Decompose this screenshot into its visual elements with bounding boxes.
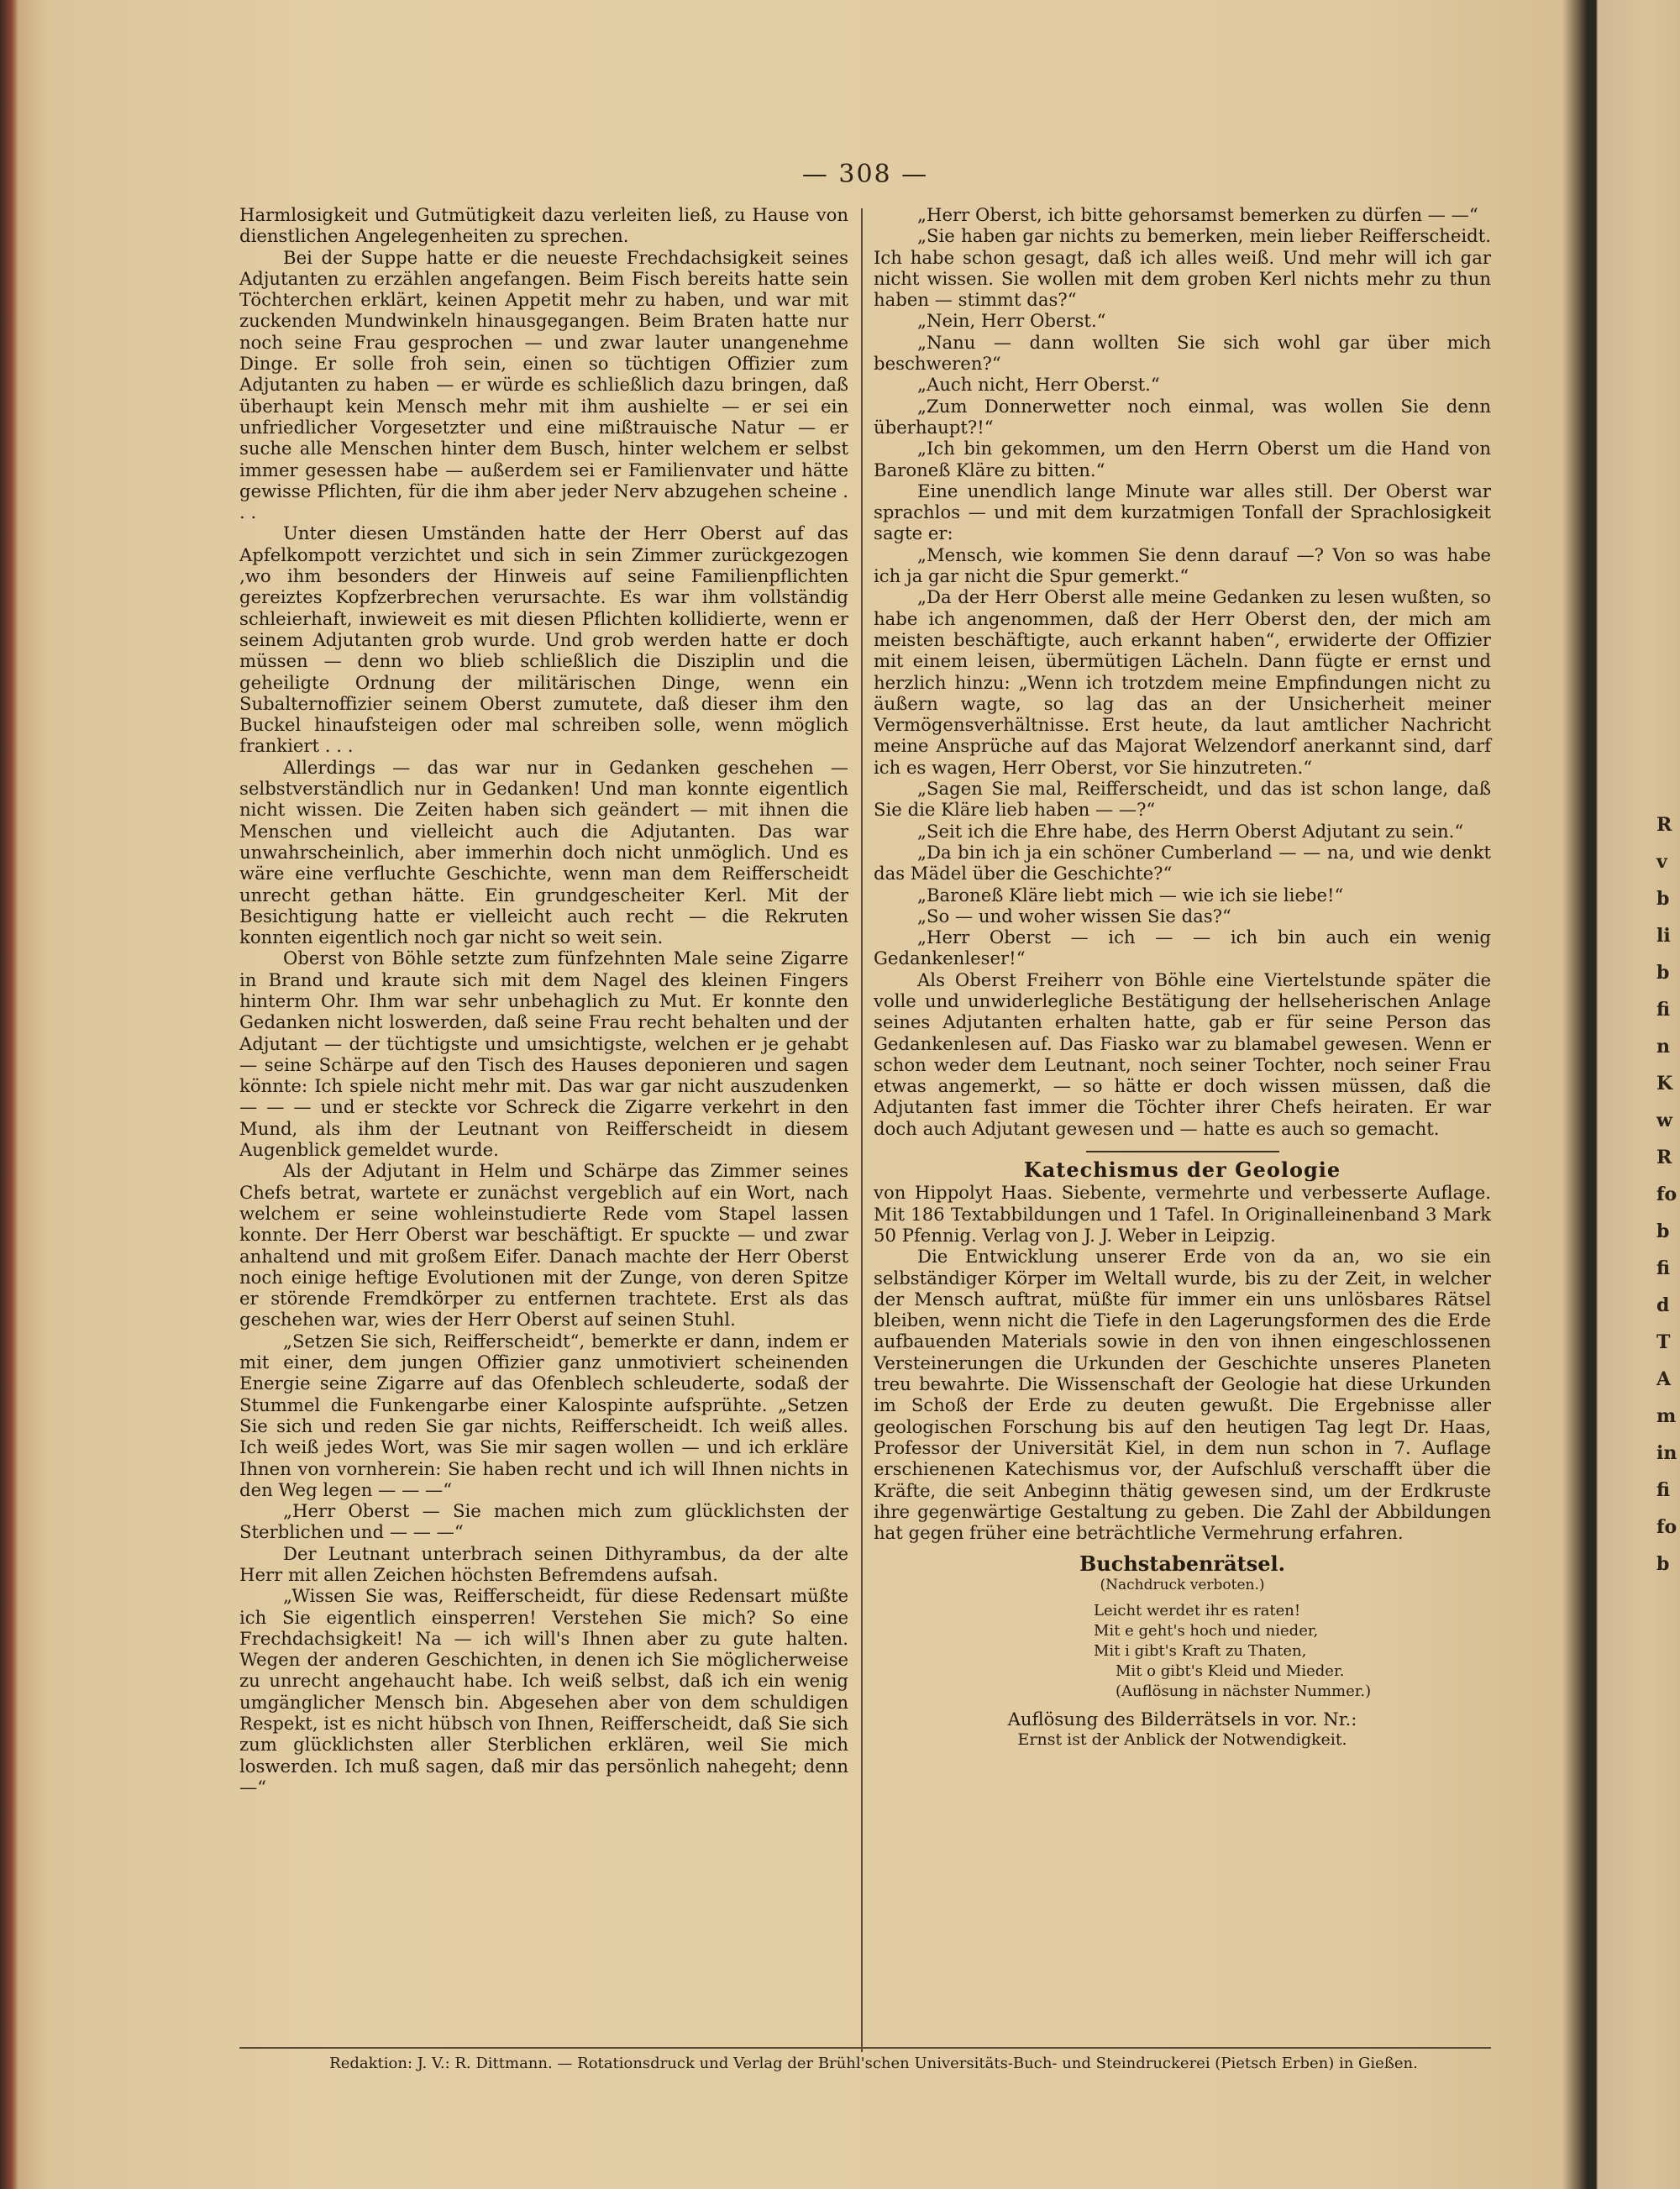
left-paragraph: Unter diesen Umständen hatte der Herr Oberst auf das Apfelkompott verzichtet und sich in sein Zimmer zurückgezogen ‚wo ihm besonders der Hinweis auf seine Familienpflichten gereiztes Kopfzerbrechen verursachte. Es war ihm vollständig schleierhaft, inwieweit es mit diesen Pflichten kollidierte, wenn er seinem Adjutanten grob wurde. Und grob werden hatte er doch müssen — denn wo blieb schließlich die Disziplin und die geheiligte Ordnung der militärischen Dinge, wenn ein Subalternoffizier seinem Oberst zumutete, daß dieser ihm den Buckel hinaufsteigen oder mal schreiben solle, wenn möglich frankiert . . . xyxy=(239,522,848,757)
footer-imprint: Redaktion: J. V.: R. Dittmann. — Rotationsdruck und Verlag der Brühl'schen Universitäts-Buch- und Steindruckerei (Pietsch Erben) in Gießen. xyxy=(329,2055,1418,2072)
edge-letter: R xyxy=(1656,1147,1672,1168)
riddle-solution: Ernst ist der Anblick der Notwendigkeit. xyxy=(1017,1730,1347,1750)
left-paragraph: „Herr Oberst — Sie machen mich zum glücklichsten der Sterblichen und — — —“ xyxy=(239,1500,848,1543)
right-paragraph: „Mensch, wie kommen Sie denn darauf —? Von so was habe ich ja gar nicht die Spur gemerkt.“ xyxy=(874,543,1491,587)
edge-letter: K xyxy=(1656,1073,1673,1094)
edge-letter: R xyxy=(1656,814,1672,836)
edge-letter: v xyxy=(1656,851,1667,873)
right-paragraph: „Herr Oberst — ich — — ich bin auch ein wenig Gedankenleser!“ xyxy=(874,927,1491,969)
book-notice-paragraph: Die Entwicklung unserer Erde von da an, wo sie ein selbständiger Körper im Weltall wurde, bis zu der Zeit, in welcher der Mensch auftrat, müßte für immer ein uns unlösbares Rätsel bleiben, wenn nicht die Tiefe in den Lagerungsformen des die Erde aufbauenden Materials sowie in den von ihnen eingeschlossenen Versteinerungen die Urkunden der Geschichte unseres Planeten treu bewahrte. Die Wissenschaft der Geologie hat diese Urkunden im Schoß der Erde zu deuten gewußt. Die Ergebnisse aller geologischen Forschung bis auf den heutigen Tag legt Dr. Haas, Professor der Universität Kiel, in dem nun schon in 7. Auflage erschienenen Katechismus vor, der Aufschluß verschafft über die Kräfte, die seit Anbeginn thätig gewesen sind, um der Erdkruste ihre gegenwärtige Gestaltung zu geben. Die Zahl der Abbildungen hat gegen früher eine beträchtliche Vermehrung erfahren. xyxy=(874,1246,1491,1544)
left-paragraph: „Setzen Sie sich, Reifferscheidt“, bemerkte er dann, indem er mit einer, dem jungen Offizier ganz unmotiviert scheinenden Energie seine Zigarre auf das Ofenblech schleuderte, sodaß der Stummel die Funkengarbe einer Kalospinte aufsprühte. „Setzen Sie sich und reden Sie gar nichts, Reifferscheidt. Ich weiß alles. Ich weiß jedes Wort, was Sie mir sagen wollen — und ich erkläre Ihnen von vornherein: Sie haben recht und ich will Ihnen nichts in den Weg legen — — —“ xyxy=(239,1330,848,1500)
edge-letter: fi xyxy=(1656,1479,1670,1501)
riddle-line: Mit e geht's hoch und nieder, xyxy=(1094,1622,1319,1640)
edge-letter: fo xyxy=(1656,1184,1677,1205)
right-paragraph: Eine unendlich lange Minute war alles still. Der Oberst war sprachlos — und mit dem kurzatmigen Tonfall der Sprachlosigkeit sagte er: xyxy=(874,480,1491,544)
riddle-line: Leicht werdet ihr es raten! xyxy=(1094,1602,1301,1619)
edge-letter: w xyxy=(1656,1110,1672,1131)
riddle-poem xyxy=(1094,1601,1491,1702)
right-paragraph: „Nanu — dann wollten Sie sich wohl gar über mich beschweren?“ xyxy=(874,331,1491,375)
left-paragraph: Allerdings — das war nur in Gedanken geschehen — selbstverständlich nur in Gedanken! Und man konnte eigentlich nicht wissen. Die Zeiten haben sich geändert — mit ihnen die Menschen und vielleicht auch die Adjutanten. Das war unwahrscheinlich, aber immerhin doch nicht unmöglich. Und es wäre eine verfluchte Geschichte, wenn man dem Reifferscheidt unrecht gethan hätte. Ein grundgescheiter Kerl. Mit der Besichtigung hatte er vielleicht auch recht — die Rekruten konnten eigentlich noch gar nicht so weit sein. xyxy=(239,756,848,948)
right-paragraph: „So — und woher wissen Sie das?“ xyxy=(917,905,1231,927)
left-paragraph: „Wissen Sie was, Reifferscheidt, für diese Redensart müßte ich Sie eigentlich einsperren! Verstehen Sie mich? So eine Frechdachsigkeit! Na — ich will's Ihnen aber zu gute halten. Wegen der anderen Geschichten, in denen ich Sie möglicherweise zu unrecht angehaucht habe. Ich weiß selbst, daß ich ein wenig umgänglicher Mensch bin. Abgesehen aber von dem schuldigen Respekt, ist es nicht hübsch von Ihnen, Reifferscheidt, daß Sie sich zum glücklichsten aller Sterblichen erklären, weil Sie mich loswerden. Ich muß sagen, daß mir das persönlich nahegeht; denn —“ xyxy=(239,1585,848,1798)
riddle-line: Mit o gibt's Kleid und Mieder. xyxy=(1116,1662,1345,1680)
left-paragraph: Harmlosigkeit und Gutmütigkeit dazu verleiten ließ, zu Hause von dienstlichen Angelegenheiten zu sprechen. xyxy=(239,204,848,247)
edge-letter: fo xyxy=(1656,1516,1677,1538)
edge-letter: n xyxy=(1656,1036,1670,1058)
riddle-line: (Auflösung in nächster Nummer.) xyxy=(1116,1682,1372,1700)
edge-letter: fi xyxy=(1656,999,1670,1021)
book-notice-title: Katechismus der Geologie xyxy=(1023,1157,1341,1183)
left-paragraph: Bei der Suppe hatte er die neueste Frechdachsigkeit seines Adjutanten zu erzählen angefangen. Beim Fisch bereits hatte sein Töchterchen erklärt, keinen Appetit mehr zu haben, und war mit zuckenden Mundwinkeln hinausgegangen. Beim Braten hatte nur noch seine Frau gesprochen — und zwar lauter unangenehme Dinge. Er solle froh sein, einen so tüchtigen Offizier zum Adjutanten zu haben — er würde es schließlich dazu bringen, daß überhaupt kein Mensch mehr mit ihm aushielte — er sei ein unfriedlicher Vorgesetzter und eine mißtrauische Natur — er suche alle Menschen hinter dem Busch, hinter welchem er selbst immer gesessen habe — außerdem sei er Familienvater und hätte gewisse Pflichten, für die ihm aber jeder Nerv abzugehen scheine . . . xyxy=(239,246,848,523)
footer-rule xyxy=(239,2047,1491,2049)
right-paragraph: „Da bin ich ja ein schöner Cumberland — — na, und wie denkt das Mädel über die Geschichte?“ xyxy=(874,841,1491,885)
right-paragraph: „Auch nicht, Herr Oberst.“ xyxy=(917,374,1160,396)
right-paragraph: „Baroneß Kläre liebt mich — wie ich sie liebe!“ xyxy=(917,884,1344,906)
edge-letter: fi xyxy=(1656,1257,1670,1279)
right-paragraph: „Herr Oberst, ich bitte gehorsamst bemerken zu dürfen — —“ xyxy=(917,204,1478,225)
right-paragraph: „Sagen Sie mal, Reifferscheidt, und das ist schon lange, daß Sie die Kläre lieb haben — —?“ xyxy=(874,778,1491,821)
right-column xyxy=(874,204,1491,1751)
edge-letter: b xyxy=(1656,1220,1670,1242)
riddle-title: Buchstabenrätsel. xyxy=(1079,1551,1285,1577)
edge-letter: d xyxy=(1656,1294,1670,1316)
right-paragraph: „Da der Herr Oberst alle meine Gedanken zu lesen wußten, so habe ich angenommen, daß der Herr Oberst den, der mich am meisten beschäftigte, auch erkannt haben“, erwiderte der Offizier mit einem leisen, übermütigen Lächeln. Dann fügte er ernst und herzlich hinzu: „Wenn ich trotzdem meine Empfindungen nicht zu äußern wagte, so lag das an der Unsicherheit meiner Vermögensverhältnisse. Erst heute, da laut amtlicher Nachricht meine Ansprüche auf das Majorat Welzendorf anerkannt sind, darf ich es wagen, Herr Oberst, vor Sie hinzutreten.“ xyxy=(874,586,1491,778)
edge-letter: m xyxy=(1656,1405,1677,1427)
edge-letter: li xyxy=(1656,925,1671,947)
right-paragraph: Als Oberst Freiherr von Böhle eine Viertelstunde später die volle und unwiderlegliche Bestätigung der hellseherischen Anlage seines Adjutanten erhalten hatte, gab er für seine Person das Gedankenlesen auf. Das Fiasko war zu blamabel gewesen. Wenn er schon weder dem Leutnant, noch seiner Tochter, noch seiner Frau etwas angemerkt, — so hätte er doch wissen müssen, daß die Adjutanten fast immer die Töchter ihrer Chefs heiraten. Er war doch auch Adjutant gewesen und — hatte es auch so gemacht. xyxy=(874,969,1491,1139)
left-paragraph: Als der Adjutant in Helm und Schärpe das Zimmer seines Chefs betrat, wartete er zunächst vergeblich auf ein Wort, nach welchem er seine wohleinstudierte Rede vom Stapel lassen konnte. Der Herr Oberst war beschäftigt. Er spuckte — und zwar anhaltend und mit großem Eifer. Danach machte der Herr Oberst noch einige heftige Evolutionen mit der Zunge, von deren Spitze er störende Fremdkörper zu entfernen trachtete. Erst als das geschehen war, wies der Herr Oberst auf seinen Stuhl. xyxy=(239,1160,848,1331)
right-paragraph: „Sie haben gar nichts zu bemerken, mein lieber Reifferscheidt. Ich habe schon gesagt, daß ich alles weiß. Und mehr will ich gar nicht wissen. Sie wollen mit dem groben Kerl nichts mehr zu thun haben — stimmt das?“ xyxy=(874,225,1491,311)
edge-letter: b xyxy=(1656,1553,1670,1575)
edge-letter: A xyxy=(1656,1368,1672,1390)
right-paragraph: „Zum Donnerwetter noch einmal, was wollen Sie denn überhaupt?!“ xyxy=(874,395,1491,438)
riddle-note: (Nachdruck verboten.) xyxy=(1100,1576,1265,1593)
edge-letter: b xyxy=(1656,888,1670,910)
next-page-edge xyxy=(1656,806,1680,1583)
right-paragraph: „Ich bin gekommen, um den Herrn Oberst um die Hand von Baroneß Kläre zu bitten.“ xyxy=(874,438,1491,480)
riddle-solution-heading: Auflösung des Bilderrätsels in vor. Nr.: xyxy=(1007,1709,1357,1730)
left-paragraph: Der Leutnant unterbrach seinen Dithyrambus, da der alte Herr mit allen Zeichen höchsten Befremdens aufsah. xyxy=(239,1542,848,1585)
riddle-line: Mit i gibt's Kraft zu Thaten, xyxy=(1094,1642,1307,1660)
left-column xyxy=(239,204,848,1798)
column-divider xyxy=(861,208,863,2052)
right-paragraph: „Nein, Herr Oberst.“ xyxy=(917,310,1106,332)
page-number: — 308 — xyxy=(801,160,929,189)
left-paragraph: Oberst von Böhle setzte zum fünfzehnten Male seine Zigarre in Brand und kraute sich mit dem Nagel des kleinen Fingers hinterm Ohr. Ihm war sehr unbehaglich zu Mut. Er konnte den Gedanken nicht loswerden, daß seine Frau recht behalten und der Adjutant — der tüchtigste und umsichtigste, welchen er je gehabt — seine Schärpe auf den Tisch des Hauses deponieren und sagen könnte: Ich spiele nicht mehr mit. Das war gar nicht auszudenken — — — und er steckte vor Schreck die Zigarre verkehrt in den Mund, als ihm der Leutnant von Reifferscheidt in diesem Augenblick gemeldet wurde. xyxy=(239,948,848,1161)
edge-letter: in xyxy=(1656,1442,1677,1464)
book-notice-author-line: von Hippolyt Haas. Siebente, vermehrte und verbesserte Auflage. Mit 186 Textabbildungen und 1 Tafel. In Originalleinenband 3 Mark 50 Pfennig. Verlag von J. J. Weber in Leipzig. xyxy=(874,1182,1491,1246)
right-paragraph: „Seit ich die Ehre habe, des Herrn Oberst Adjutant zu sein.“ xyxy=(917,820,1464,842)
edge-letter: T xyxy=(1656,1331,1671,1353)
section-rule xyxy=(1086,1151,1279,1152)
edge-letter: b xyxy=(1656,962,1670,984)
